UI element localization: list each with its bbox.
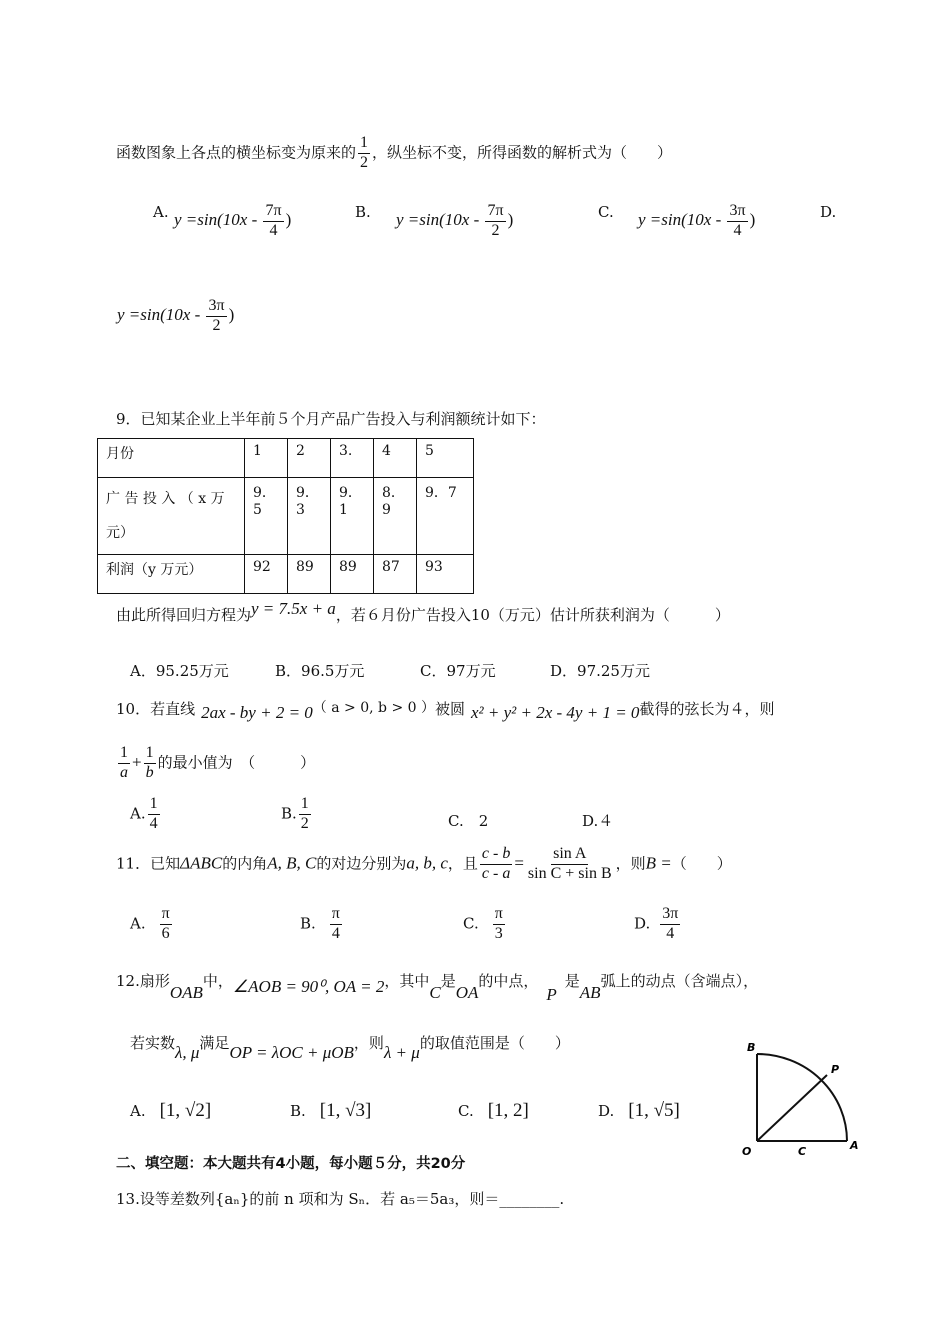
table-cell: 9．1 bbox=[331, 478, 374, 555]
q11-option-c: C. $\frac{\pi}{3}$ bbox=[463, 905, 503, 942]
q9-option-d: D．97.25万元 bbox=[550, 662, 650, 680]
q11-option-d: D. $\frac{3\pi}{4}$ bbox=[634, 905, 679, 942]
table-cell: 8．9 bbox=[374, 478, 417, 555]
table-row bbox=[98, 555, 474, 594]
label-a: A bbox=[850, 1139, 859, 1152]
q9-option-c: C．97万元 bbox=[420, 662, 496, 680]
q12-option-b: B. [1, √3] bbox=[290, 1100, 372, 1121]
table-cell: 9．3 bbox=[288, 478, 331, 555]
q13-stem: 13.设等差数列{aₙ}的前 n 项和为 Sₙ．若 a₅＝5a₃，则＝________. bbox=[116, 1190, 565, 1208]
segment-op bbox=[757, 1075, 827, 1141]
q12-condition-line: 若实数λ, μ满足OP = λOC + μOB，则λ + μ的取值范围是（ ） bbox=[130, 1034, 570, 1062]
table-cell: 89 bbox=[288, 555, 331, 594]
q8-stem-fraction: $\frac{1}{2}$ bbox=[360, 134, 369, 171]
label-b: B bbox=[747, 1041, 756, 1054]
q9-regression-equation: y = 7.5x + a bbox=[251, 599, 336, 618]
q8-option-a: y =sin(10x - $\frac{7\pi}{4}$ ) bbox=[174, 202, 292, 239]
label-o: O bbox=[742, 1145, 752, 1158]
q8-option-d-label: D. bbox=[820, 203, 837, 221]
table-cell: 广 告 投 入 （ x 万 元） bbox=[98, 478, 245, 555]
table-cell: 93 bbox=[417, 555, 474, 594]
table-cell: 89 bbox=[331, 555, 374, 594]
table-cell: 5 bbox=[417, 439, 474, 478]
table-row bbox=[98, 478, 474, 555]
q8-option-c: y =sin(10x - $\frac{3\pi}{4}$ ) bbox=[638, 202, 756, 239]
label-c: C bbox=[798, 1145, 807, 1158]
table-cell: 2 bbox=[288, 439, 331, 478]
q11-option-a: A. $\frac{\pi}{6}$ bbox=[130, 905, 170, 942]
sector-figure bbox=[735, 1035, 870, 1165]
q9-option-b: B．96.5万元 bbox=[275, 662, 365, 680]
q8-option-b: y =sin(10x - $\frac{7\pi}{2}$ ) bbox=[396, 202, 514, 239]
q11-option-b: B. $\frac{\pi}{4}$ bbox=[300, 905, 340, 942]
q8-stem bbox=[116, 135, 672, 172]
table-row bbox=[98, 439, 474, 478]
table-cell: 9．7 bbox=[417, 478, 474, 555]
q10-option-d: D.４ bbox=[582, 812, 614, 830]
table-cell: 4 bbox=[374, 439, 417, 478]
q8-option-c-label: C. bbox=[598, 203, 614, 221]
q11-stem: 11．已知ΔABC的内角A, B, C的对边分别为a, b, c，且 $\frac{c - b}{c - a}$ = $\frac{\text{sin A}}{\text{sin C + sin B}}$ ，则B =（ ） bbox=[116, 845, 732, 882]
table-cell: 9．5 bbox=[245, 478, 288, 555]
q10-stem: 10．若直线 2ax - by + 2 = 0（ a > 0, b > 0 ）被圆 x² + y² + 2x - 4y + 1 = 0截得的弦长为４，则 bbox=[116, 700, 775, 722]
table-cell: 87 bbox=[374, 555, 417, 594]
table-cell: 利润（y 万元） bbox=[98, 555, 245, 594]
table-cell: 1 bbox=[245, 439, 288, 478]
q12-option-a: A. [1, √2] bbox=[130, 1100, 212, 1121]
q10-expression: $\frac{1}{a}$ + $\frac{1}{b}$ 的最小值为 （ ） bbox=[120, 744, 316, 781]
q8-stem-tail: ，纵坐标不变，所得函数的解析式为（ ） bbox=[372, 143, 673, 162]
q8-option-b-label: B. bbox=[355, 203, 371, 221]
q10-option-a: A. $\frac{1}{4}$ bbox=[130, 795, 158, 832]
q10-option-c: C. 2 bbox=[448, 812, 489, 830]
q8-option-a-label: A. bbox=[153, 203, 169, 221]
q9-stem: 9．已知某企业上半年前５个月产品广告投入与利润额统计如下： bbox=[116, 410, 546, 428]
q12-option-c: C. [1, 2] bbox=[458, 1100, 529, 1121]
q9-option-a: A．95.25万元 bbox=[130, 662, 229, 680]
table-cell: 92 bbox=[245, 555, 288, 594]
label-p: P bbox=[831, 1063, 840, 1076]
q9-data-table bbox=[97, 438, 474, 594]
table-cell: 3. bbox=[331, 439, 374, 478]
q12-stem: 12.扇形OAB中，∠AOB = 90⁰, OA = 2，其中C是OA的中点，P是AB弧上的动点（含端点）， bbox=[116, 972, 759, 1004]
q9-question-line: 由此所得回归方程为y = 7.5x + a，若６月份广告投入10（万元）估计所获利润为（ ） bbox=[116, 599, 730, 624]
q12-option-d: D. [1, √5] bbox=[598, 1100, 680, 1121]
q8-option-d: y =sin(10x - $\frac{3\pi}{2}$ ) bbox=[117, 297, 235, 334]
table-cell: 月份 bbox=[98, 439, 245, 478]
section-title: 二、填空题：本大题共有4小题，每小题５分，共20分 bbox=[116, 1156, 466, 1172]
q8-stem-text: 函数图象上各点的横坐标变为原来的 bbox=[116, 143, 357, 162]
q10-option-b: B. $\frac{1}{2}$ bbox=[281, 795, 309, 832]
